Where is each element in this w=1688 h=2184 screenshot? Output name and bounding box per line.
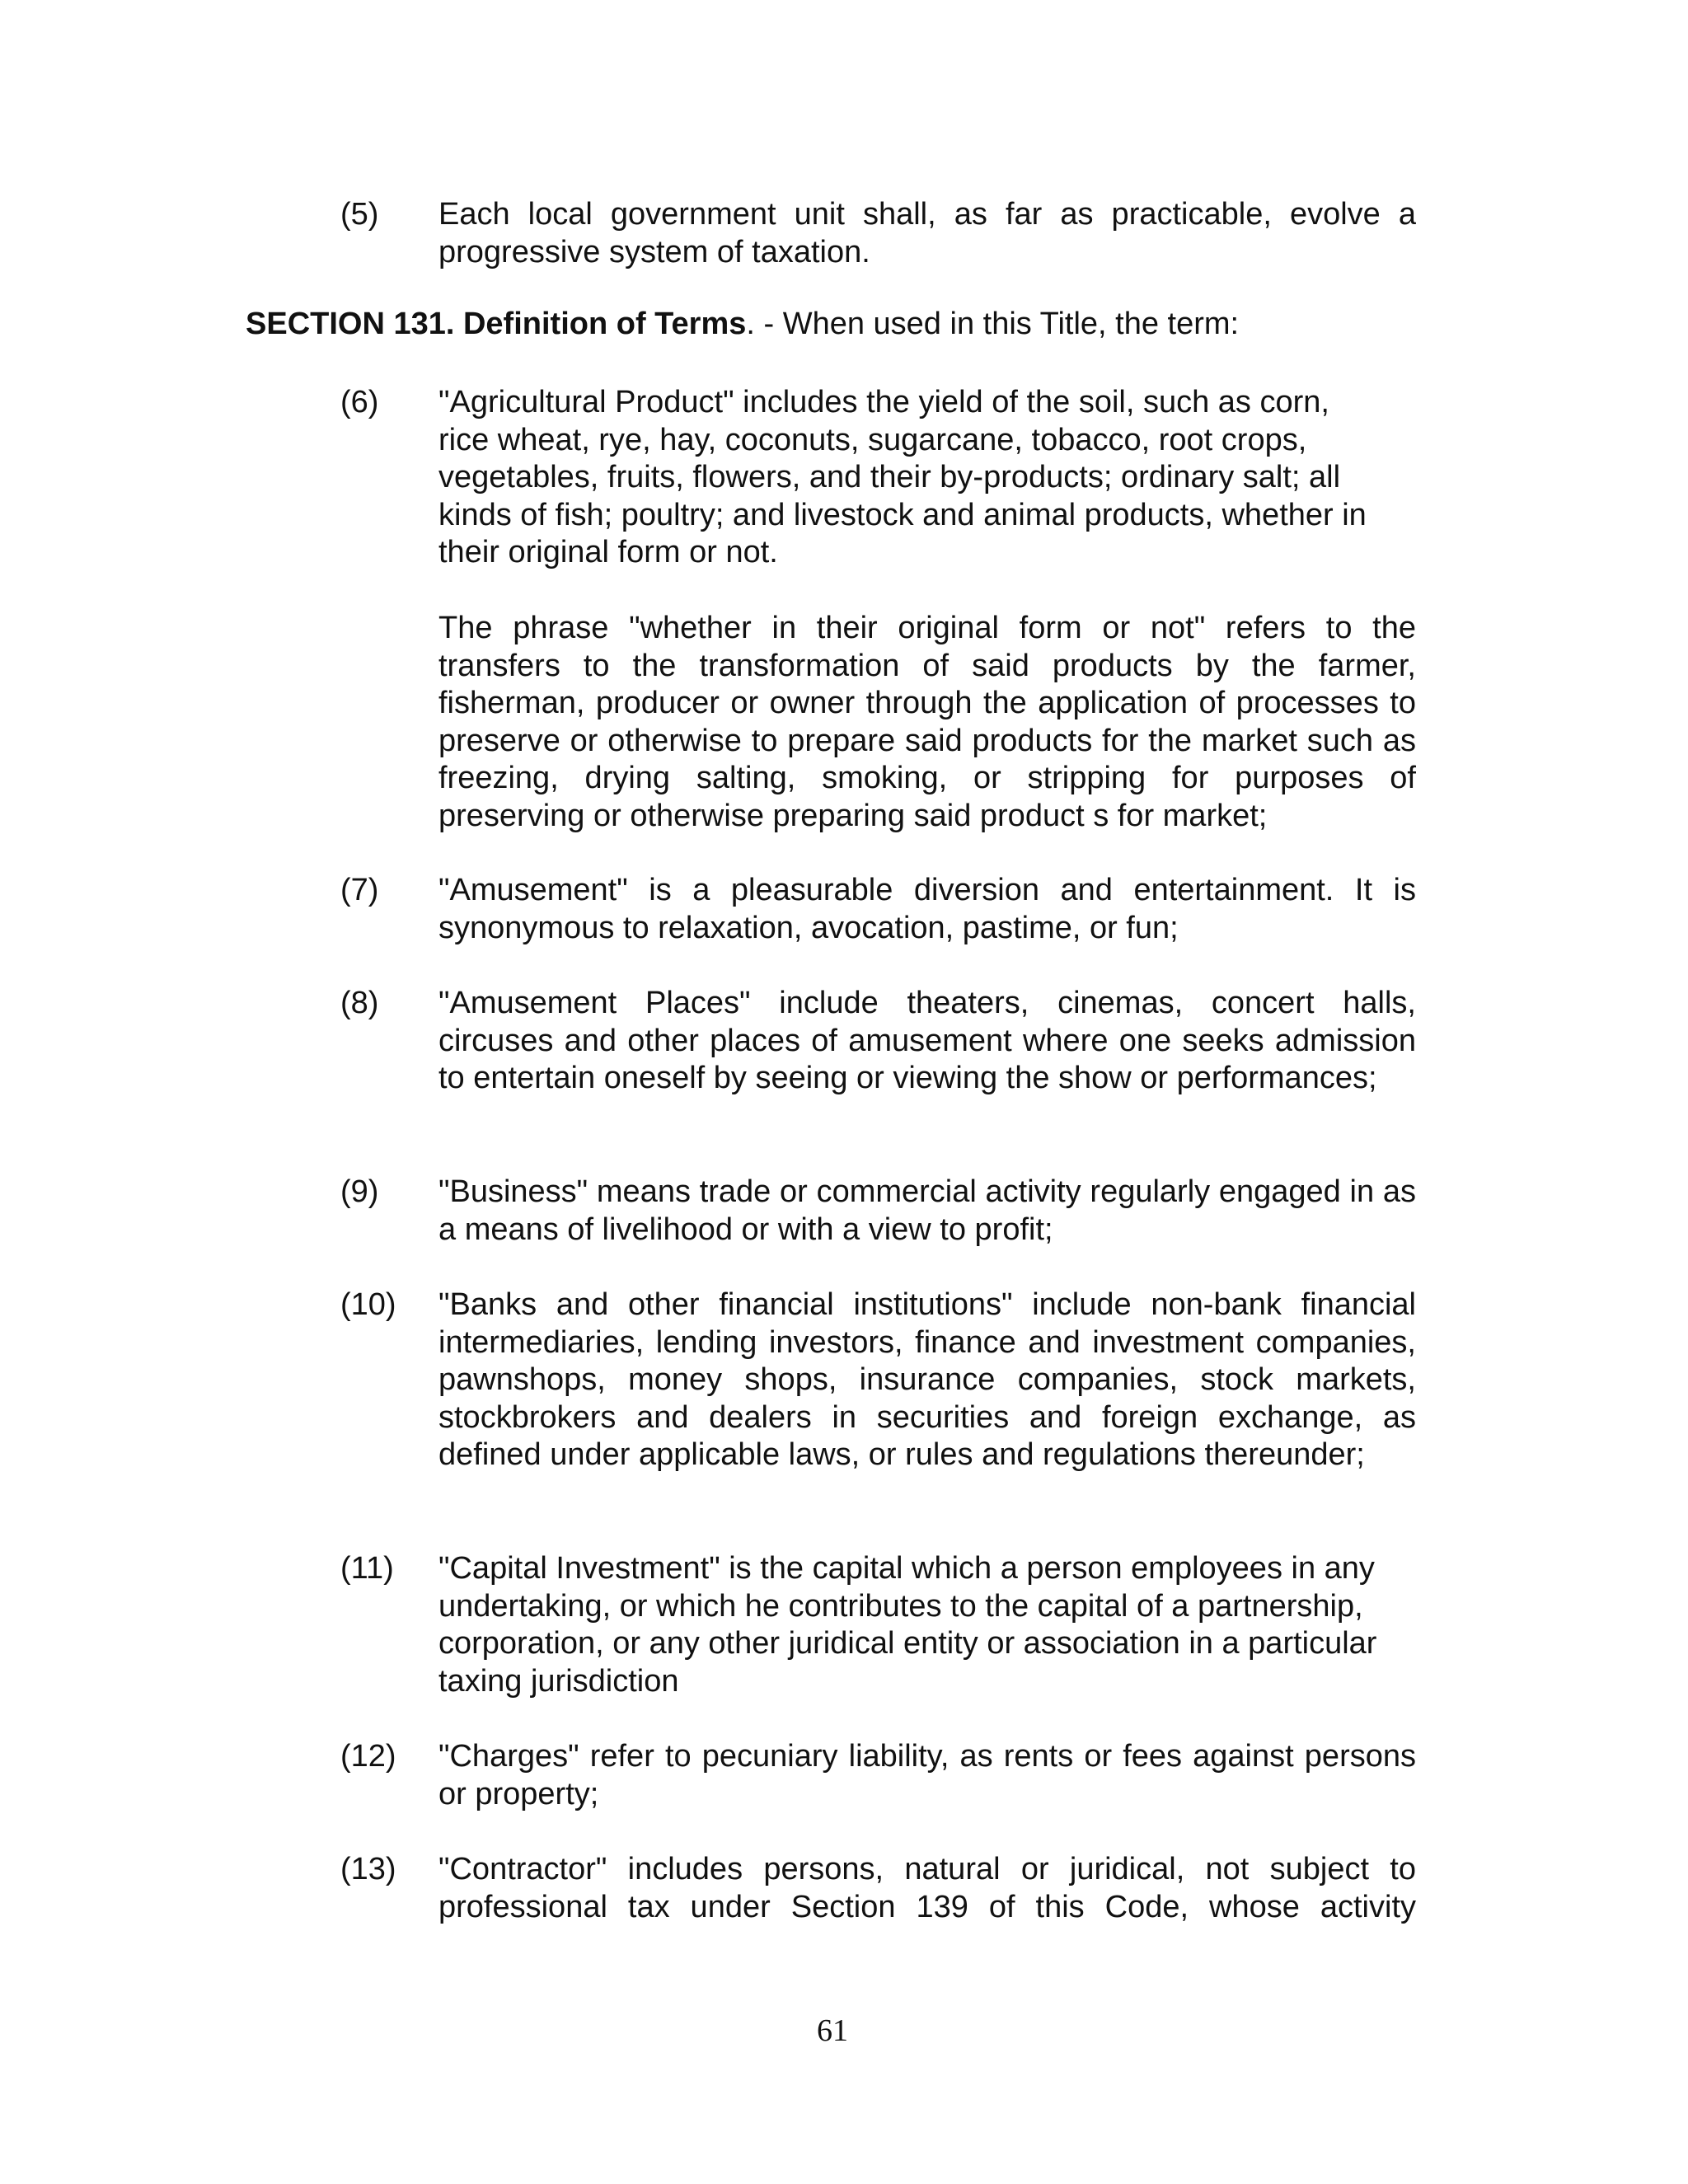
item-text: "Amusement" is a pleasurable diversion and entertainment. It is synonymous to relaxation, avocation, pastime, or fun;	[438, 873, 1416, 945]
item-number: (6)	[340, 385, 379, 419]
section-title: SECTION 131. Definition of Terms	[246, 307, 747, 341]
item-number: (10)	[340, 1287, 396, 1322]
page-number: 61	[817, 2013, 848, 2048]
item-text: "Business" means trade or commercial activity regularly engaged in as a means of livelihood or with a view to profit;	[438, 1174, 1416, 1247]
item-number: (13)	[340, 1852, 396, 1886]
item-line: undertaking, or which he contributes to the capital of a partnership,	[438, 1588, 1363, 1624]
item-number: (8)	[340, 986, 379, 1020]
section-heading	[246, 306, 1239, 344]
item-line: vegetables, fruits, flowers, and their by-products; ordinary salt; all	[438, 460, 1341, 495]
item-line: their original form or not.	[438, 535, 778, 570]
item-text	[438, 384, 1416, 572]
item-text: Each local government unit shall, as far as practicable, evolve a progressive system of taxation.	[438, 197, 1416, 269]
item-number: (9)	[340, 1174, 379, 1209]
item-line: kinds of fish; poultry; and livestock and animal products, whether in	[438, 497, 1367, 532]
item-line: taxing jurisdiction	[438, 1663, 679, 1699]
item-text: "Charges" refer to pecuniary liability, as rents or fees against persons or property;	[438, 1739, 1416, 1811]
item-line: "Capital Investment" is the capital which a person employees in any	[438, 1551, 1375, 1586]
item-number: (7)	[340, 873, 379, 907]
item-line: corporation, or any other juridical entity or association in a particular	[438, 1626, 1377, 1661]
item-number: (11)	[340, 1551, 394, 1586]
item-text: "Amusement Places" include theaters, cinemas, concert halls, circuses and other places of amusement where one seeks admission to entertain oneself by seeing or viewing the show or performances;	[438, 986, 1416, 1096]
item-text: "Contractor" includes persons, natural or juridical, not subject to professional tax under Section 139 of this Code, whose activity	[438, 1852, 1416, 1924]
item-number: (12)	[340, 1739, 396, 1774]
item-line: "Agricultural Product" includes the yield of the soil, such as corn,	[438, 385, 1329, 419]
item-text	[438, 1550, 1416, 1700]
item-text: "Banks and other financial institutions" include non-bank financial intermediaries, lending investors, finance and investment companies, pawnshops, money shops, insurance companies, stock markets, stockbrokers and dealers in securities and foreign exchange, as defined under applicable laws, or rules and regulations thereunder;	[438, 1287, 1416, 1473]
item-paragraph: The phrase "whether in their original form or not" refers to the transfers to the transformation of said products by the farmer, fisherman, producer or owner through the application of processes to preserve or otherwise to prepare said products for the market such as freezing, drying salting, smoking, or stripping for purposes of preserving or otherwise preparing said product s for market;	[438, 611, 1416, 833]
item-line: rice wheat, rye, hay, coconuts, sugarcane, tobacco, root crops,	[438, 422, 1307, 457]
section-intro: . - When used in this Title, the term:	[746, 307, 1240, 341]
item-number: (5)	[340, 197, 379, 232]
